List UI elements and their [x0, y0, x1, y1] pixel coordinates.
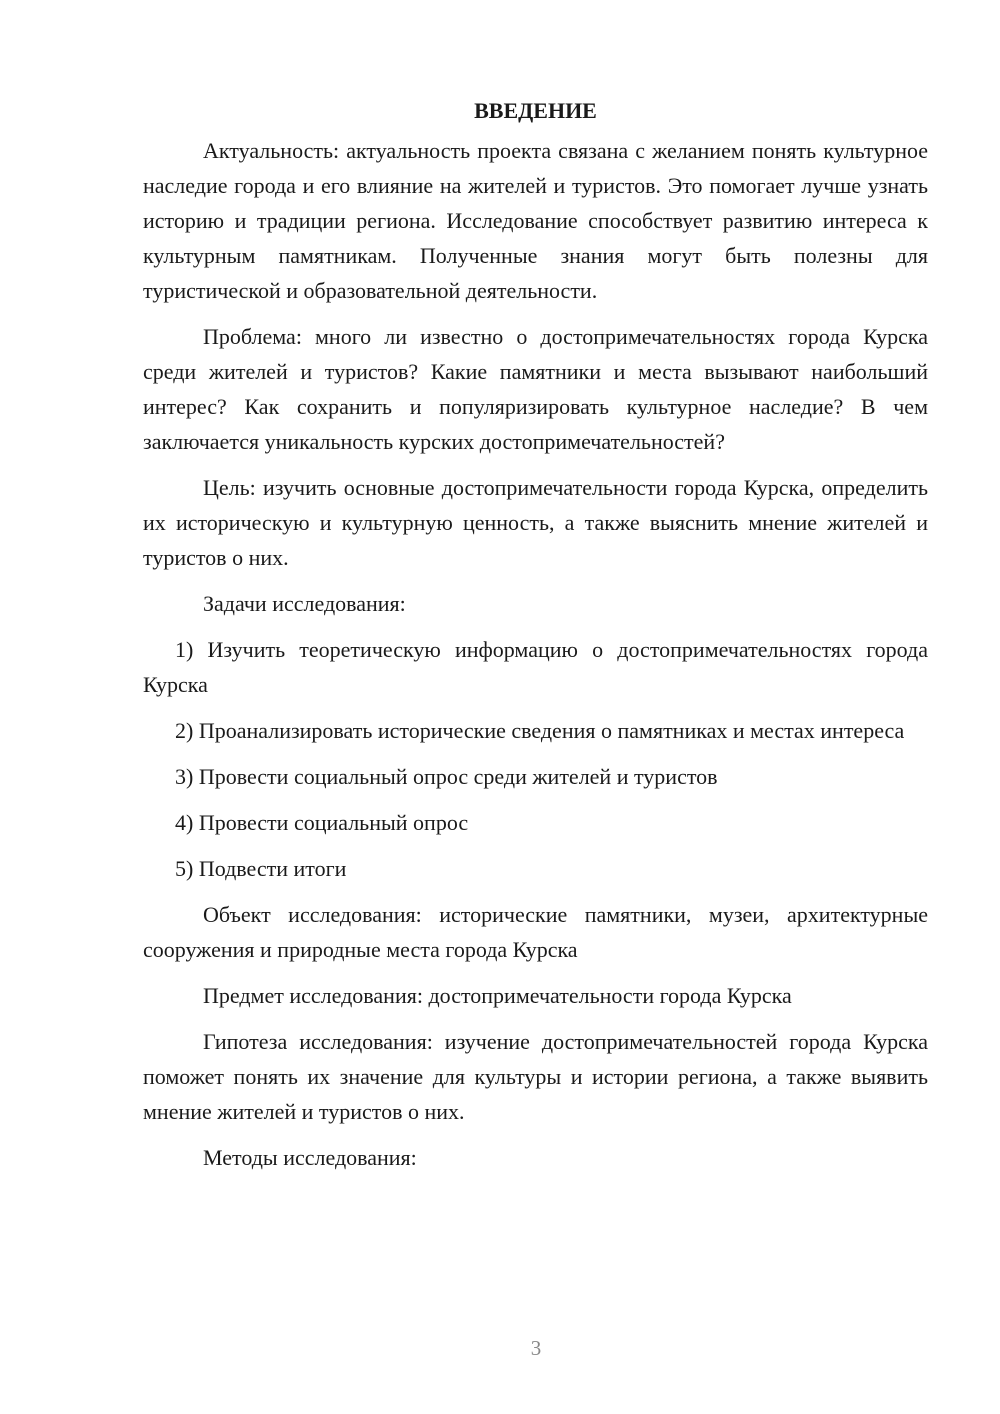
section-title: ВВЕДЕНИЕ [474, 98, 597, 123]
task-item-5: 5) Подвести итоги [175, 856, 347, 881]
paragraph-subject: Предмет исследования: достопримечательности города Курска [203, 983, 792, 1008]
page-content [143, 93, 928, 1186]
task-item-4: 4) Провести социальный опрос [175, 810, 469, 835]
paragraph-methods-heading: Методы исследования: [203, 1145, 417, 1170]
paragraph-object: Объект исследования: исторические памятники, музеи, архитектурные сооружения и природные места города Курска [143, 902, 928, 962]
paragraph-problem: Проблема: много ли известно о достопримечательностях города Курска среди жителей и туристов? Какие памятники и места вызывают наибольший интерес? Как сохранить и популяризировать культурное наследие? В чем заключается уникальность курских достопримечательностей? [143, 324, 928, 454]
task-item-3: 3) Провести социальный опрос среди жителей и туристов [175, 764, 718, 789]
paragraph-relevance: Актуальность: актуальность проекта связана с желанием понять культурное наследие города и его влияние на жителей и туристов. Это помогает лучше узнать историю и традиции региона. Исследование способствует развитию интереса к культурным памятникам. Полученные знания могут быть полезны для туристической и образовательной деятельности. [143, 138, 928, 303]
task-item-2: 2) Проанализировать исторические сведения о памятниках и местах интереса [175, 718, 905, 743]
paragraph-hypothesis: Гипотеза исследования: изучение достопримечательностей города Курска поможет понять их значение для культуры и истории региона, а также выявить мнение жителей и туристов о них. [143, 1029, 928, 1124]
paragraph-goal: Цель: изучить основные достопримечательности города Курска, определить их историческую и культурную ценность, а также выяснить мнение жителей и туристов о них. [143, 475, 928, 570]
page-number: 3 [530, 1336, 542, 1360]
paragraph-tasks-heading: Задачи исследования: [203, 591, 406, 616]
task-item-1: 1) Изучить теоретическую информацию о достопримечательностях города Курска [143, 637, 928, 697]
